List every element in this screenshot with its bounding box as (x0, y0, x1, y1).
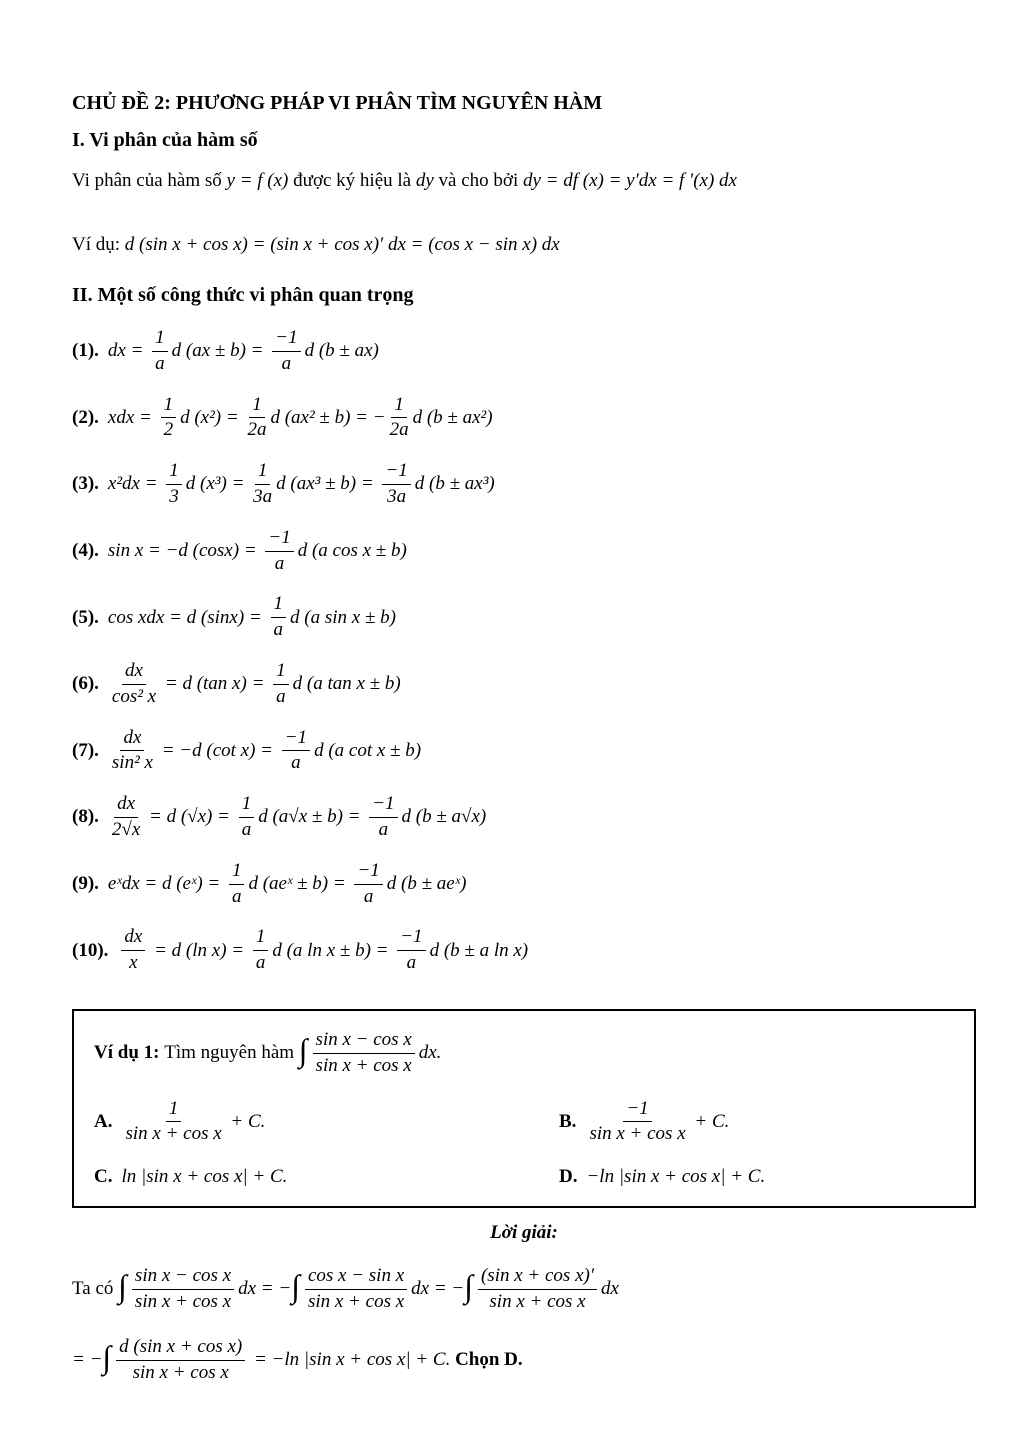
math-text: = d (ln x) = (149, 939, 249, 961)
formula-label: (3). (72, 473, 99, 495)
page-title: CHỦ ĐỀ 2: PHƯƠNG PHÁP VI PHÂN TÌM NGUYÊN HÀM (72, 92, 603, 114)
solution-section (72, 1263, 976, 1386)
math-text: dx (600, 1278, 619, 1300)
math-text: d (sin x + cos x) = (sin x + cos x)′ dx = (cos x − sin x) dx (124, 234, 560, 255)
math-text: cos xdx = d (sinx) = (107, 606, 267, 628)
fraction: $\frac{1}{2a}$ (389, 393, 409, 441)
fraction: $\frac{dx}{\text{sin² x}}$ (111, 726, 153, 774)
fraction: $\frac{\text{(sin x + cos x)′}}{\text{sin x + cos x}}$ (478, 1265, 597, 1314)
math-text: d (b ± a√x) (401, 806, 487, 828)
math-text: x²dx = (107, 473, 163, 495)
integral-sign: ∫ (291, 1267, 300, 1304)
math-text: d (ax ± b) = (171, 340, 269, 362)
fraction: $\frac{-1}{a}$ (354, 860, 382, 909)
fraction: $\frac{1}{3}$ (166, 460, 182, 509)
prose-text: Vi phân của hàm số (72, 170, 227, 191)
math-text: d (b ± ax³) (414, 473, 495, 495)
answer-option-c (94, 1164, 559, 1190)
fraction: $\frac{1}{3a}$ (253, 460, 273, 507)
fraction: $\frac{1}{\text{sin x + cos x}}$ (125, 1097, 222, 1145)
formula-row (72, 860, 976, 909)
fraction: $\frac{1}{a}$ (229, 860, 245, 909)
formula-label: (6). (72, 673, 99, 695)
fraction: $\frac{1}{a}$ (239, 793, 255, 842)
example-1-prompt (94, 1029, 954, 1078)
math-text: d (ax³ ± b) = (276, 473, 379, 495)
answer-option-b (559, 1098, 954, 1147)
formula-row (72, 593, 976, 642)
option-label: C. (94, 1166, 113, 1188)
fraction: $\frac{\text{sin x − cos x}}{\text{sin x + cos x}}$ (132, 1265, 234, 1314)
fraction: $\frac{1}{a}$ (273, 660, 289, 709)
formula-label: (5). (72, 606, 99, 628)
math-text: d (a tan x ± b) (292, 673, 401, 695)
fraction: $\frac{-1}{3a}$ (382, 460, 410, 509)
math-text: d (b ± a ln x) (429, 939, 529, 961)
math-text: −ln |sin x + cos x| + C. (586, 1166, 766, 1188)
option-body (121, 1098, 265, 1147)
math-text: d (a ln x ± b) = (272, 939, 394, 961)
solution-line-2 (72, 1334, 976, 1386)
fraction: $\frac{-1}{a}$ (272, 327, 300, 376)
integral-sign: ∫ (464, 1267, 473, 1304)
math-text: + C. (689, 1110, 730, 1132)
formula-body (108, 527, 407, 576)
option-label: B. (559, 1110, 577, 1132)
formula-row (72, 727, 976, 776)
math-text: xdx = (107, 406, 157, 428)
math-text: d (a cos x ± b) (297, 540, 407, 562)
math-text: = d (√x) = (144, 806, 235, 828)
differential-definition-line (72, 168, 976, 194)
math-text: d (a cot x ± b) (314, 739, 422, 761)
formula-body (108, 460, 495, 509)
formula-body (108, 793, 486, 842)
example-1-box (72, 1009, 976, 1208)
math-text: d (b ± ax²) (412, 406, 493, 428)
math-text: dy = df (x) = y′dx = f ′(x) dx (522, 170, 737, 191)
math-text: d (x²) = (180, 406, 244, 428)
math-text: eˣdx = d (eˣ) = (107, 873, 225, 895)
formula-body (108, 327, 379, 376)
answer-option-d (559, 1164, 954, 1190)
section-1-heading: I. Vi phân của hàm số (72, 129, 258, 151)
integral-sign: ∫ (118, 1267, 127, 1304)
formula-label: (4). (72, 540, 99, 562)
option-label: D. (559, 1166, 578, 1188)
fraction: $\frac{-1}{a}$ (397, 926, 425, 975)
option-body (586, 1164, 765, 1190)
solution-line-1 (72, 1263, 976, 1315)
math-text: dx = − (411, 1278, 465, 1300)
differential-example-line (72, 232, 976, 258)
formula-row (72, 926, 976, 975)
math-text: d (x³) = (185, 473, 250, 495)
math-text: ln |sin x + cos x| + C. (121, 1166, 288, 1188)
formula-row (72, 394, 976, 443)
math-text: = − (72, 1349, 103, 1371)
math-text: d (aeˣ ± b) = (248, 873, 351, 895)
math-text: = −ln |sin x + cos x| + C. (249, 1349, 456, 1371)
formula-label: (8). (72, 806, 99, 828)
formula-row (72, 527, 976, 576)
prose-text: và cho bởi (433, 170, 523, 191)
formula-list (72, 327, 976, 975)
prose-text: được ký hiệu là (288, 170, 416, 191)
answer-options (94, 1098, 954, 1191)
prose-text: Ta có (72, 1278, 119, 1300)
fraction: $\frac{1}{2a}$ (247, 393, 267, 441)
math-text: sin x = −d (cosx) = (107, 540, 262, 562)
formula-body (108, 660, 401, 709)
math-text: dy (415, 170, 434, 191)
math-text: dx. (418, 1042, 442, 1064)
math-text: d (a√x ± b) = (258, 806, 366, 828)
fraction: $\frac{dx}{\text{cos² x}}$ (111, 659, 157, 707)
math-text: y = f (x) (226, 170, 289, 191)
formula-row (72, 793, 976, 842)
integral-sign: ∫ (298, 1031, 308, 1068)
fraction: $\frac{\text{d (sin x + cos x)}}{\text{sin x + cos x}}$ (116, 1336, 245, 1385)
option-body (585, 1098, 729, 1147)
formula-body (117, 926, 528, 975)
math-text: = −d (cot x) = (156, 739, 278, 761)
formula-body (108, 727, 421, 776)
fraction: $\frac{dx}{2√x}$ (111, 793, 141, 840)
math-text: d (b ± ax) (304, 340, 379, 362)
fraction: $\frac{\text{sin x − cos x}}{\text{sin x + cos x}}$ (313, 1029, 415, 1078)
fraction: $\frac{\text{cos x − sin x}}{\text{sin x + cos x}}$ (305, 1265, 407, 1314)
fraction: $\frac{1}{a}$ (271, 593, 287, 642)
section-2-heading: II. Một số công thức vi phân quan trọng (72, 284, 414, 306)
fraction: $\frac{-1}{a}$ (369, 793, 397, 842)
fraction: $\frac{-1}{\text{sin x + cos x}}$ (589, 1097, 686, 1145)
option-label: A. (94, 1110, 113, 1132)
fraction: $\frac{-1}{a}$ (282, 727, 310, 776)
formula-label: (9). (72, 873, 99, 895)
bold-text: Chọn D. (455, 1349, 523, 1371)
option-body (121, 1164, 287, 1190)
formula-body (108, 860, 467, 909)
fraction: $\frac{1}{a}$ (152, 327, 168, 376)
fraction: $\frac{-1}{a}$ (265, 527, 293, 576)
math-text: d (a sin x ± b) (290, 606, 396, 628)
formula-label: (7). (72, 739, 99, 761)
prose-text: Ví dụ: (72, 234, 125, 255)
bold-text: Ví dụ 1: (94, 1042, 165, 1064)
formula-row (72, 460, 976, 509)
fraction: $\frac{dx}{x}$ (121, 926, 145, 975)
formula-label: (2). (72, 406, 99, 428)
fraction: $\frac{1}{a}$ (253, 926, 269, 975)
formula-label: (10). (72, 939, 109, 961)
math-text: dx = − (238, 1278, 292, 1300)
formula-body (108, 593, 396, 642)
math-text: dx = (107, 340, 149, 362)
math-text: d (b ± aeˣ) (386, 873, 467, 895)
math-text: = d (tan x) = (160, 673, 270, 695)
formula-row (72, 327, 976, 376)
math-text: + C. (225, 1110, 266, 1132)
prose-text: Tìm nguyên hàm (164, 1042, 299, 1064)
formula-label: (1). (72, 340, 99, 362)
integral-sign: ∫ (102, 1338, 112, 1375)
formula-body (108, 394, 493, 443)
formula-row (72, 660, 976, 709)
math-text: d (ax² ± b) = − (270, 406, 386, 428)
answer-option-a (94, 1098, 559, 1147)
fraction: $\frac{1}{2}$ (161, 394, 177, 443)
solution-heading: Lời giải: (490, 1222, 558, 1244)
